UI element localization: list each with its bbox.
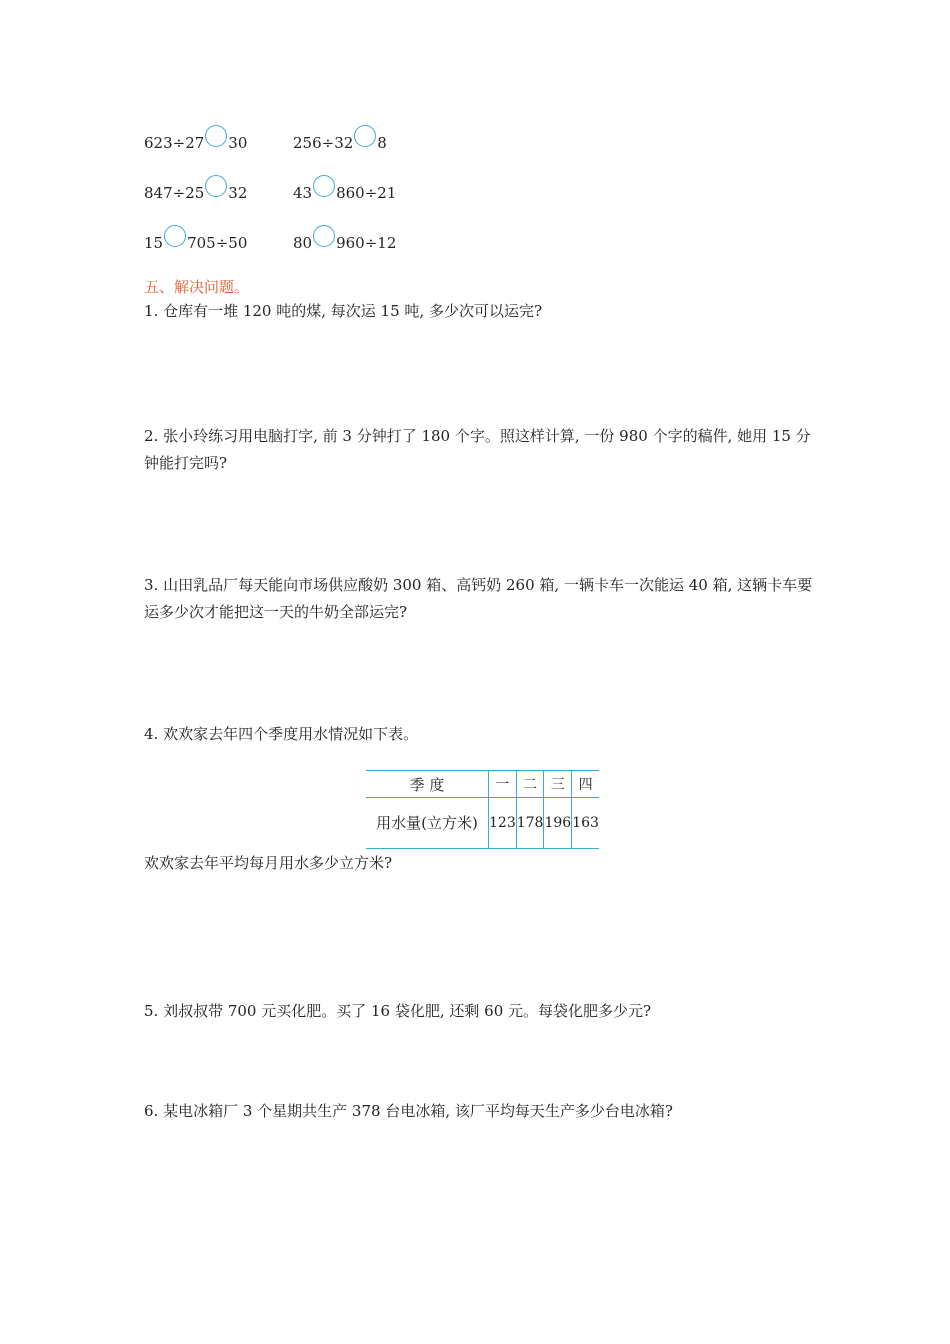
comparison-right: 960÷12: [336, 234, 397, 252]
comparison-6: [293, 230, 396, 254]
question-3: 3. 山田乳品厂每天能向市场供应酸奶 300 箱、高钙奶 260 箱, 一辆卡车一次能运 40 箱, 这辆卡车要运多少次才能把这一天的牛奶全部运完?: [144, 576, 813, 621]
question-4: 4. 欢欢家去年四个季度用水情况如下表。: [144, 725, 419, 743]
comparison-right: 860÷21: [336, 184, 397, 202]
comparison-left: 256÷32: [293, 134, 354, 152]
comparison-left: 43: [293, 184, 313, 202]
question-6: 6. 某电冰箱厂 3 个星期共生产 378 台电冰箱, 该厂平均每天生产多少台电冰箱?: [144, 1102, 673, 1120]
answer-circle[interactable]: [205, 125, 227, 147]
table-header-row: [366, 771, 599, 798]
table-data-row: [366, 798, 599, 849]
quarter-4: 四: [572, 771, 599, 798]
section-title: 五、解决问题。: [144, 278, 250, 296]
comparison-4: [293, 180, 396, 204]
value-4: 163: [572, 798, 599, 849]
comparison-right: 8: [377, 134, 387, 152]
question-4-followup: 欢欢家去年平均每月用水多少立方米?: [144, 854, 393, 872]
quarter-3: 三: [544, 771, 572, 798]
answer-circle[interactable]: [164, 225, 186, 247]
comparison-left: 80: [293, 234, 313, 252]
row-label-text: 用水量(立方米): [376, 814, 478, 832]
answer-circle[interactable]: [205, 175, 227, 197]
comparison-left: 847÷25: [144, 184, 205, 202]
comparison-1: [144, 130, 247, 154]
value-3: 196: [544, 798, 572, 849]
value-1: 123: [489, 798, 517, 849]
answer-circle[interactable]: [313, 225, 335, 247]
question-5: 5. 刘叔叔带 700 元买化肥。买了 16 袋化肥, 还剩 60 元。每袋化肥多少元?: [144, 1002, 652, 1020]
comparison-left: 623÷27: [144, 134, 205, 152]
row-label: [366, 798, 489, 849]
comparison-right: 705÷50: [187, 234, 248, 252]
comparison-5: [144, 230, 247, 254]
comparison-right: 32: [228, 184, 248, 202]
water-usage-table: [366, 770, 599, 849]
answer-circle[interactable]: [354, 125, 376, 147]
comparison-2: [293, 130, 387, 154]
header-label: 季 度: [366, 771, 489, 798]
value-2: 178: [516, 798, 544, 849]
quarter-2: 二: [516, 771, 544, 798]
quarter-1: 一: [489, 771, 517, 798]
comparison-right: 30: [228, 134, 248, 152]
answer-circle[interactable]: [313, 175, 335, 197]
question-2: 2. 张小玲练习用电脑打字, 前 3 分钟打了 180 个字。照这样计算, 一份 980 个字的稿件, 她用 15 分钟能打完吗?: [144, 427, 811, 472]
comparison-3: [144, 180, 247, 204]
comparison-left: 15: [144, 234, 164, 252]
question-1: 1. 仓库有一堆 120 吨的煤, 每次运 15 吨, 多少次可以运完?: [144, 302, 542, 320]
